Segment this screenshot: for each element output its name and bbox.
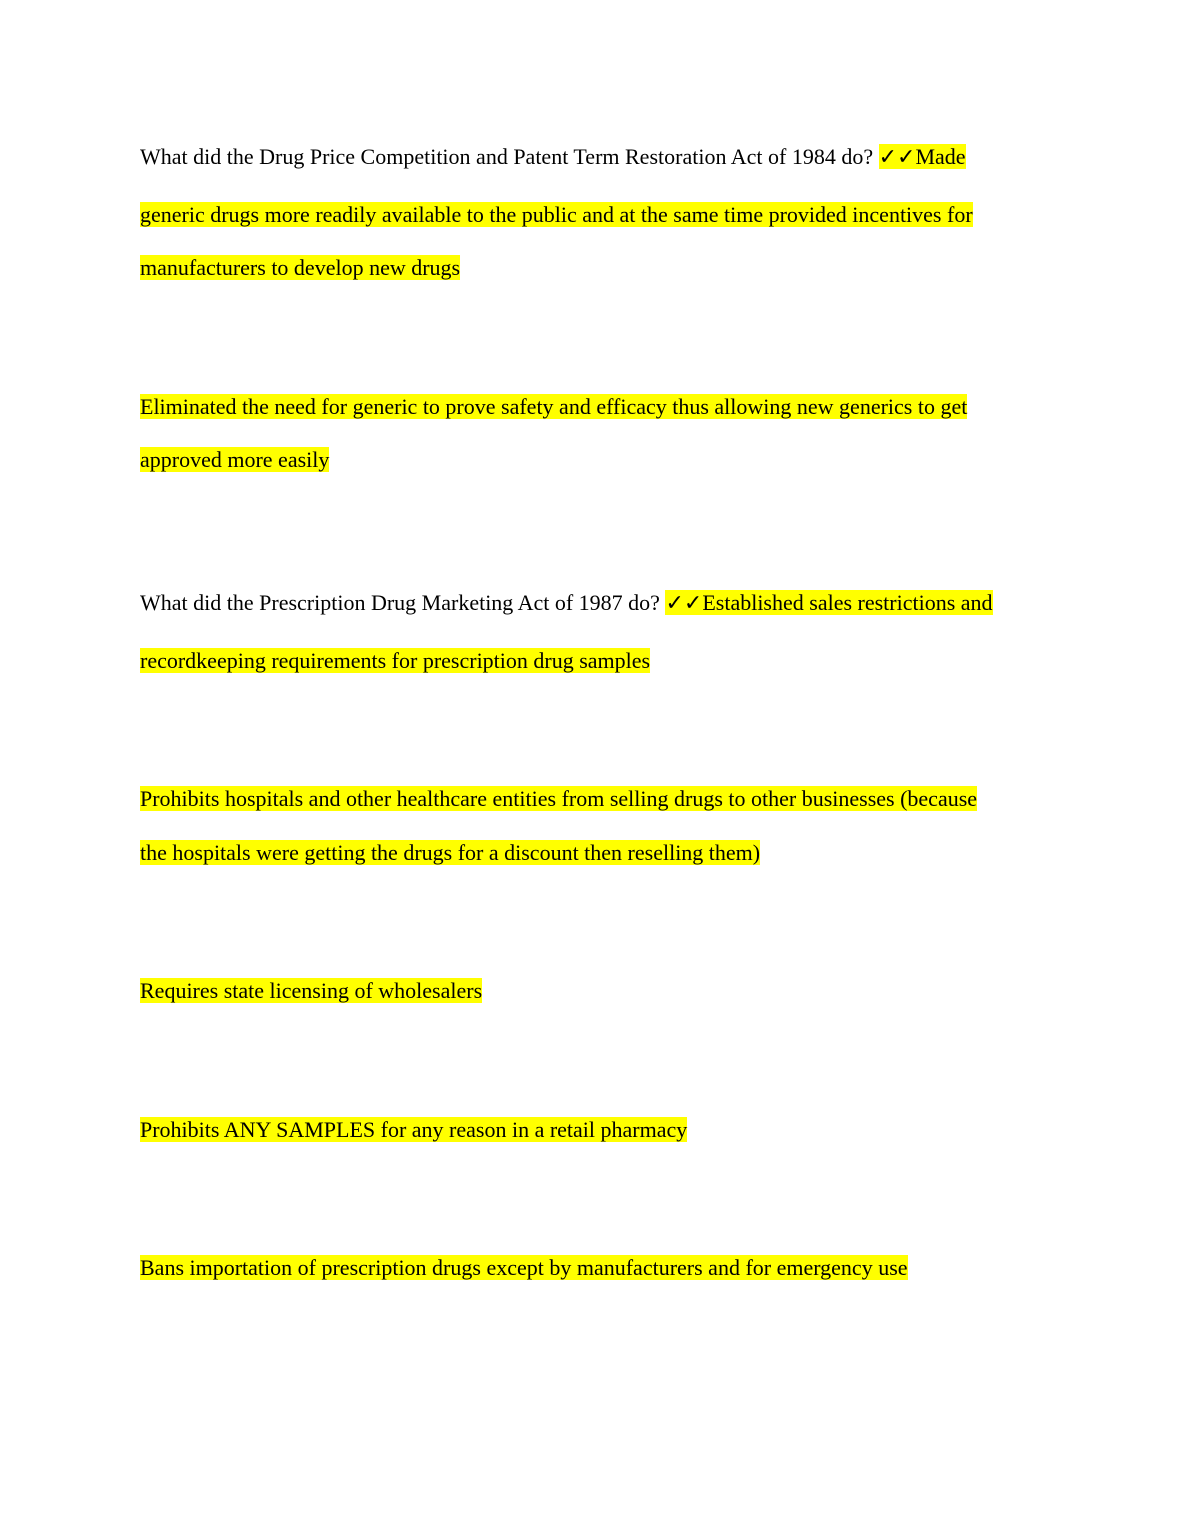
double-check-icon: ✓✓	[665, 591, 703, 616]
answer-text: recordkeeping requirements for prescription drug samples	[140, 648, 651, 673]
answer-line	[140, 1114, 687, 1146]
question-text: What did the Prescription Drug Marketing Act of 1987 do?	[140, 590, 666, 615]
answer-line	[140, 837, 760, 869]
double-check-icon: ✓✓	[878, 145, 916, 170]
answer-text: Prohibits ANY SAMPLES for any reason in a retail pharmacy	[140, 1117, 688, 1142]
answer-line	[140, 645, 650, 677]
answer-line	[140, 783, 977, 815]
question-line	[140, 141, 966, 174]
answer-text: approved more easily	[140, 447, 330, 472]
question-text: What did the Drug Price Competition and Patent Term Restoration Act of 1984 do?	[140, 144, 879, 169]
answer-line	[140, 252, 460, 284]
answer-text: generic drugs more readily available to the public and at the same time provided incentives for	[140, 202, 973, 227]
answer-text: manufacturers to develop new drugs	[140, 255, 461, 280]
answer-text: Eliminated the need for generic to prove safety and efficacy thus allowing new generics to get	[140, 394, 968, 419]
answer-text: Bans importation of prescription drugs except by manufacturers and for emergency use	[140, 1255, 908, 1280]
answer-line	[140, 199, 973, 231]
answer-text: Prohibits hospitals and other healthcare entities from selling drugs to other businesses (because	[140, 786, 978, 811]
answer-line	[140, 391, 967, 423]
answer-text: Established sales restrictions and	[702, 590, 993, 615]
answer-line	[140, 1252, 908, 1284]
answer-text: Made	[915, 144, 966, 169]
answer-text: the hospitals were getting the drugs for a discount then reselling them)	[140, 840, 761, 865]
answer-line	[140, 444, 329, 476]
answer-line	[140, 975, 482, 1007]
question-line	[140, 587, 993, 620]
answer-text: Requires state licensing of wholesalers	[140, 978, 483, 1003]
